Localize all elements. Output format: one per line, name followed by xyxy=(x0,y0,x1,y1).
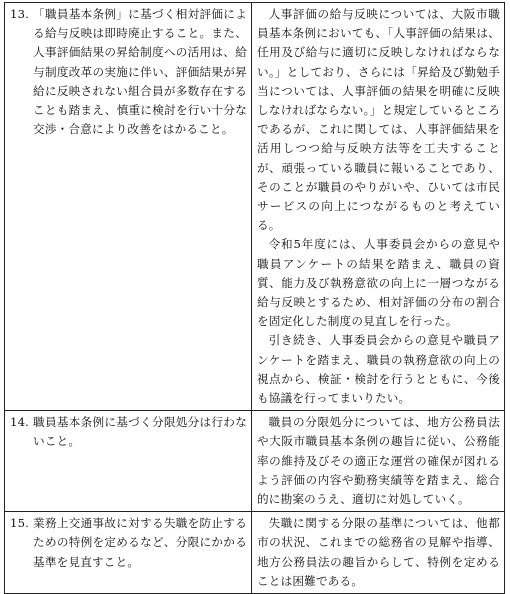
document-page xyxy=(4,2,504,588)
demand-item xyxy=(10,5,247,139)
demand-cell xyxy=(5,3,252,411)
reply-cell xyxy=(252,411,505,512)
item-number: 14. xyxy=(10,415,30,430)
table-row xyxy=(5,3,505,411)
demand-item xyxy=(10,514,247,572)
demand-cell xyxy=(5,411,252,512)
reply-paragraph: 引き続き、人事委員会からの意見や職員アンケートを踏まえ、職員の執務意欲の向上の視点から、検証・検討を行うとともに、今後も協議を行ってまいりたい。 xyxy=(257,333,500,406)
reply-paragraph: 人事評価の給与反映については、大阪市職員基本条例においても、「人事評価の結果は、任用及び給与に適切に反映しなければならない。」としており、さらには「昇給及び勤勉手当については、人事評価の結果を明確に反映しなければならない。」と規定しているところであるが、これに関しては、人事評価結果を活用しつつ給与反映方法等を工夫することが、頑張っている職員に報いることであり、そのことが職員のやりがいや、ひいては市民サービスの向上につながるものと考えている。 xyxy=(257,7,500,233)
item-number: 13. xyxy=(10,7,30,21)
demand-text: 業務上交通事故に対する失職を防止するための特例を定めるなど、分限にかかる基準を見直すこと。 xyxy=(33,516,247,569)
demand-text: 「職員基本条例」に基づく相対評価による給与反映は即時廃止すること。また、人事評価結果の昇給制度への活用は、給与制度改革の実施に伴い、評価結果が昇給に反映されない組合員が多数存在することも踏まえ、慎重に検討を行い十分な交渉・合意により改善をはかること。 xyxy=(33,7,247,137)
demand-reply-table xyxy=(4,2,505,594)
item-number: 15. xyxy=(10,516,30,531)
reply-cell xyxy=(252,512,505,594)
demand-cell xyxy=(5,512,252,594)
reply-cell xyxy=(252,3,505,411)
reply-paragraph: 令和5年度には、人事委員会からの意見や職員アンケートの結果を踏まえ、職員の資質、能力及び執務意欲の向上に一層つながる給与反映とするため、相対評価の分布の割合を固定化した制度の見直しを行った。 xyxy=(257,237,500,329)
demand-text: 職員基本条例に基づく分限処分は行わないこと。 xyxy=(33,415,247,449)
reply-paragraph: 失職に関する分限の基準については、他都市の状況、これまでの総務省の見解や指導、地方公務員法の趣旨からして、特例を定めることは困難である。 xyxy=(257,516,500,588)
table-row xyxy=(5,411,505,512)
table-row xyxy=(5,512,505,594)
demand-item xyxy=(10,413,247,451)
reply-paragraph: 職員の分限処分については、地方公務員法や大阪市職員基本条例の趣旨に従い、公務能率の維持及びその適正な運営の確保が図れるよう評価の内容や勤務実績等を踏まえ、総合的に勘案のうえ、適切に対処していく。 xyxy=(257,415,500,507)
